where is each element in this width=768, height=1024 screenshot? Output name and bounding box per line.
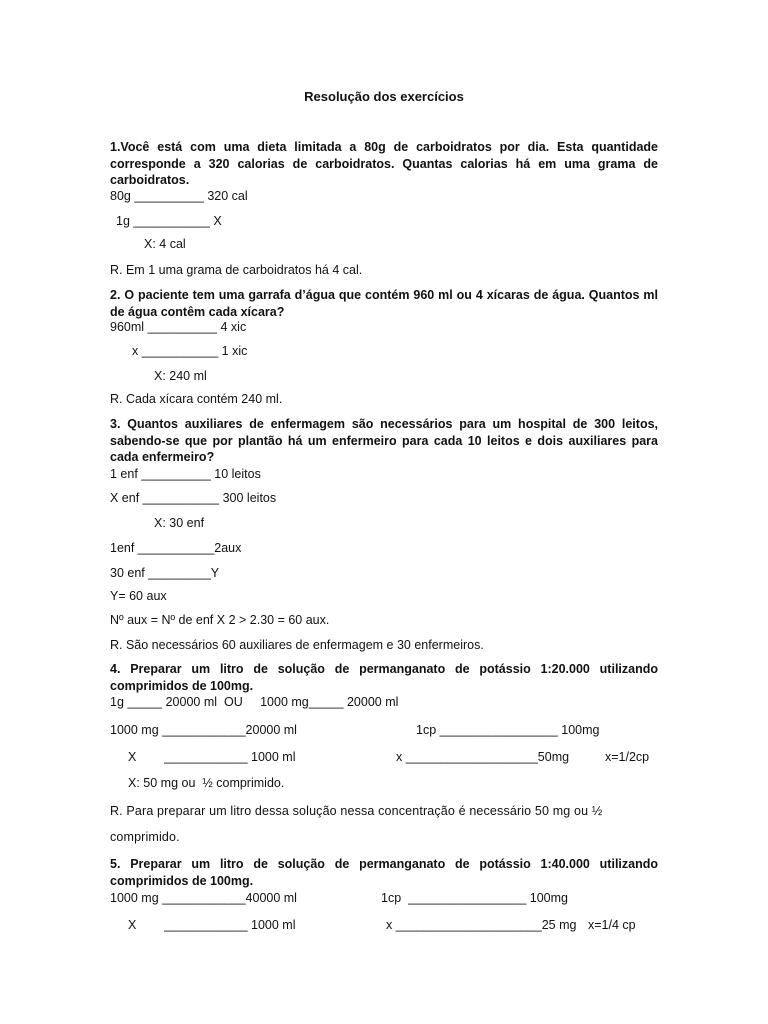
q4-line-1: 1g _____ 20000 ml OU 1000 mg_____ 20000 ml (110, 695, 399, 709)
question-2-text: 2. O paciente tem uma garrafa d’água que contém 960 ml ou 4 xícaras de água. Quantos ml de água contêm cada xícara? (110, 288, 658, 319)
q3-line-7: Nº aux = Nº de enf X 2 > 2.30 = 60 aux. (110, 613, 330, 627)
q4-line-2a: 1000 mg ____________20000 ml (110, 723, 297, 737)
q5-line-1b: 1cp _________________ 100mg (381, 891, 568, 905)
q4-line-4: X: 50 mg ou ½ comprimido. (128, 776, 285, 790)
question-1-text: 1.Você está com uma dieta limitada a 80g de carboidratos por dia. Esta quantidade corresponde a 320 calorias de carboidratos. Quantas calorias há em uma grama de carboidratos. (110, 140, 658, 187)
q3-line-3: X: 30 enf (154, 516, 205, 530)
q5-line-1a: 1000 mg ____________40000 ml (110, 891, 297, 905)
document-title: Resolução dos exercícios (304, 89, 464, 104)
question-4-text: 4. Preparar um litro de solução de permanganato de potássio 1:20.000 utilizando comprimidos de 100mg. (110, 662, 658, 693)
q5-line-2a: X ____________ 1000 ml (128, 918, 296, 932)
q4-line-3c: x=1/2cp (605, 750, 650, 764)
q2-line-1: 960ml __________ 4 xic (110, 320, 247, 334)
q5-line-2c: x=1/4 cp (588, 918, 636, 932)
q2-answer: R. Cada xícara contém 240 ml. (110, 392, 283, 406)
q3-line-4: 1enf ___________2aux (110, 541, 242, 555)
question-3-text: 3. Quantos auxiliares de enfermagem são necessários para um hospital de 300 leitos, sabendo-se que por plantão há um enfermeiro para cada 10 leitos e dois auxiliares para cada enfermeiro? (110, 417, 658, 464)
q2-line-2: x ___________ 1 xic (132, 344, 248, 358)
question-5-text: 5. Preparar um litro de solução de permanganato de potássio 1:40.000 utilizando comprimidos de 100mg. (110, 857, 658, 888)
q3-line-2: X enf ___________ 300 leitos (110, 491, 277, 505)
q5-line-2b: x _____________________25 mg (386, 918, 577, 932)
q4-line-3a: X ____________ 1000 ml (128, 750, 296, 764)
q4-answer-line-1: R. Para preparar um litro dessa solução nessa concentração é necessário 50 mg ou ½ (110, 804, 603, 818)
q3-line-6: Y= 60 aux (110, 589, 167, 603)
q2-line-3: X: 240 ml (154, 369, 207, 383)
q3-line-5: 30 enf _________Y (110, 566, 220, 580)
q1-line-2: 1g ___________ X (116, 214, 222, 228)
q3-line-1: 1 enf __________ 10 leitos (110, 467, 261, 481)
q4-answer-line-2: comprimido. (110, 830, 180, 844)
q4-line-2b: 1cp _________________ 100mg (416, 723, 600, 737)
q1-answer: R. Em 1 uma grama de carboidratos há 4 cal. (110, 263, 363, 277)
q3-answer: R. São necessários 60 auxiliares de enfermagem e 30 enfermeiros. (110, 638, 484, 652)
q1-line-3: X: 4 cal (144, 237, 186, 251)
q4-line-3b: x ___________________50mg (396, 750, 570, 764)
q1-line-1: 80g __________ 320 cal (110, 189, 248, 203)
